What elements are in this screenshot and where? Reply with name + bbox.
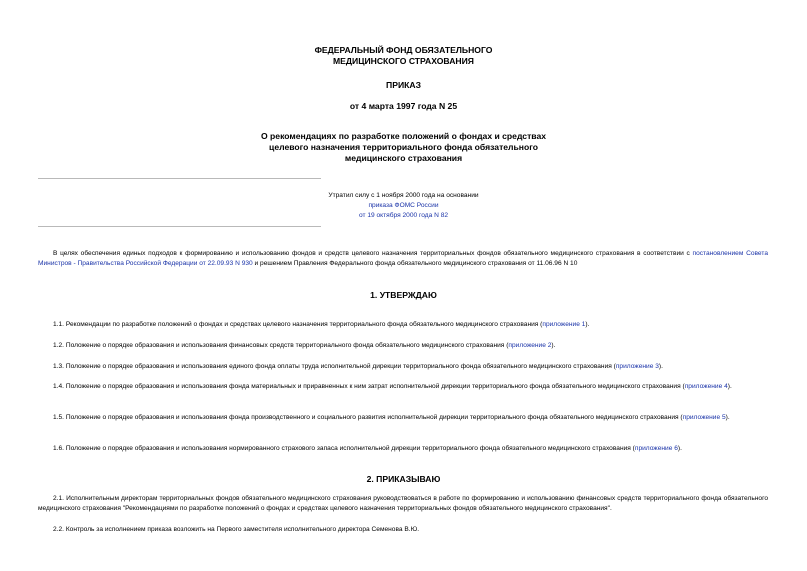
item-text: 1.3. Положение о порядке образования и использования единого фонда оплаты труда исполнительной дирекции территориального фонда обязательного медицинского страхования ( [53,363,616,370]
item-end: ). [677,445,682,452]
org-name-line1: ФЕДЕРАЛЬНЫЙ ФОНД ОБЯЗАТЕЛЬНОГО [314,45,493,55]
item-link[interactable]: приложение 2 [508,342,552,349]
divider-bottom [38,226,321,227]
section1-item-4 [38,382,768,392]
org-name-line2: МЕДИЦИНСКОГО СТРАХОВАНИЯ [333,56,474,66]
section2-heading: 2. ПРИКАЗЫВАЮ [366,474,441,484]
item-link[interactable]: приложение 5 [682,414,726,421]
item-link[interactable]: приложение 1 [542,321,586,328]
section1-item-6 [38,444,768,454]
item-end: ). [727,383,732,390]
item-text: 1.6. Положение о порядке образования и использования нормированного страхового запаса исполнительной дирекции территориального фонда обязательного медицинского страхования ( [53,445,635,452]
section1-item-1 [38,320,768,330]
status-note-link-line1[interactable]: приказа ФОМС России [368,202,439,209]
section2-item-1: 2.1. Исполнительным директорам территориальных фондов обязательного медицинского страхования руководствоваться в работе по формированию и использованию финансовых средств территориального фонда обязательного медицинского страхования "Рекомендациями по разработке положений о фондах и средствах целевого назначения территориальных фондов обязательного медицинского страхования". [38,495,768,512]
item-text: 1.1. Рекомендации по разработке положений о фондах и средствах целевого назначения территориального фонда обязательного медицинского страхования ( [53,321,543,328]
divider-top [38,178,321,179]
intro-link[interactable]: постановлением Совета Министров - Правительства Российской Федерации от 22.09.93 N 930 [38,250,768,267]
item-link[interactable]: приложение 6 [634,445,678,452]
section1-item-5 [38,413,768,423]
section1-item-2 [38,341,768,351]
item-end: ). [658,363,663,370]
intro-text-before: В целях обеспечения единых подходов к формированию и использованию фондов и средств целевого назначения территориальных фондов обязательного медицинского страхования в соответствии с [53,250,693,257]
item-end: ). [585,321,590,328]
doc-date: от 4 марта 1997 года N 25 [349,101,458,111]
item-end: ). [725,414,730,421]
section1-item-3 [38,362,768,372]
item-text: 1.2. Положение о порядке образования и использования финансовых средств территориального фонда обязательного медицинского страхования ( [53,342,509,349]
doc-title-line2: целевого назначения территориального фонда обязательного [269,142,538,152]
item-text: 1.5. Положение о порядке образования и использования фонда производственного и социального развития исполнительной дирекции территориального фонда обязательного медицинского страхования ( [53,414,683,421]
item-link[interactable]: приложение 4 [684,383,728,390]
intro-paragraph [38,249,768,269]
item-link[interactable]: приложение 3 [615,363,659,370]
doc-title-line1: О рекомендациях по разработке положений о фондах и средствах [260,131,547,141]
status-note-link-line2[interactable]: от 19 октября 2000 года N 82 [358,212,449,219]
status-note-line1: Утратил силу с 1 ноября 2000 года на основании [328,192,479,199]
doc-title-line3: медицинского страхования [344,153,463,163]
section1-heading: 1. УТВЕРЖДАЮ [370,290,437,300]
section2-item-2: 2.2. Контроль за исполнением приказа возложить на Первого заместителя исполнительного директора Семенова В.Ю. [53,526,420,533]
intro-text-after: и решением Правления Федерального фонда обязательного медицинского страхования от 11.06.96 N 10 [252,260,578,267]
item-end: ). [551,342,556,349]
item-text: 1.4. Положение о порядке образования и использования фонда материальных и приравненных к ним затрат исполнительной дирекции территориального фонда обязательного медицинского страхования ( [53,383,685,390]
doc-type: ПРИКАЗ [386,80,421,90]
